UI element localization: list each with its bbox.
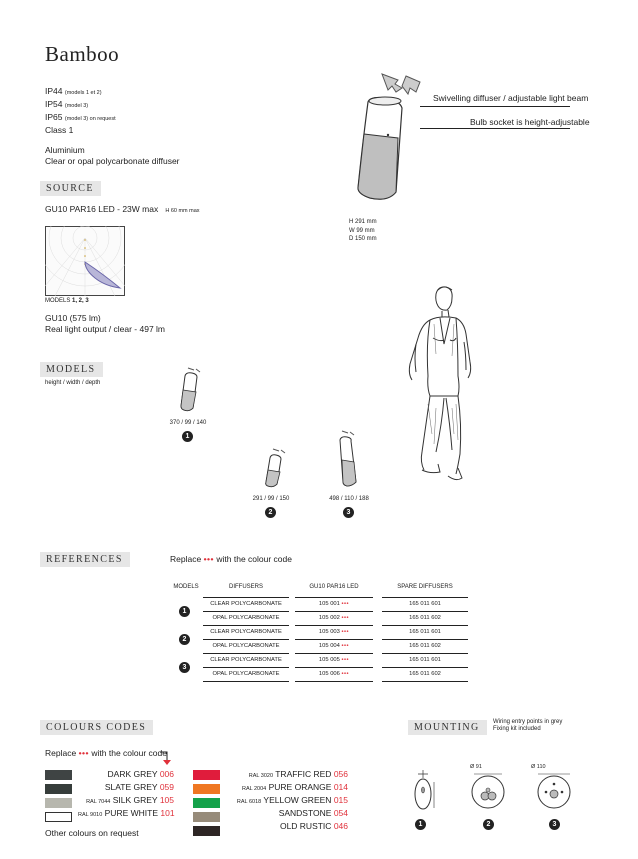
table-header-spare: SPARE DIFFUSERS [397, 584, 453, 590]
reference-model-badge: 1 [179, 606, 190, 617]
table-cell: 165 011 602 [382, 612, 468, 626]
colour-row: DARK GREY 006 [107, 769, 174, 779]
colour-swatch [193, 798, 220, 808]
output-real: Real light output / clear - 497 lm [45, 324, 166, 334]
source-models: MODELS 1, 2, 3 [45, 298, 89, 304]
reference-model-badge: 3 [179, 662, 190, 673]
arrow-down-icon [160, 751, 174, 767]
colour-swatch [193, 826, 220, 836]
source-section-label: SOURCE [40, 181, 101, 196]
table-cell: 105 005 ••• [295, 654, 373, 668]
model-3-badge: 3 [343, 507, 354, 518]
models-section-label: MODELS [40, 362, 103, 377]
callout-socket: Bulb socket is height-adjustable [470, 117, 590, 127]
table-cell: OPAL POLYCARBONATE [203, 640, 289, 654]
colour-swatch [45, 812, 72, 822]
colour-row: SLATE GREY 059 [104, 782, 174, 792]
colours-replace-note: Replace ••• with the colour code [45, 748, 167, 758]
colour-row: RAL 9010 PURE WHITE 101 [78, 808, 175, 818]
mounting-note: Wiring entry points in grey [493, 719, 563, 725]
table-cell: 105 003 ••• [295, 626, 373, 640]
source-output [45, 313, 165, 335]
colour-swatch [193, 812, 220, 822]
person-scale-sketch [400, 284, 490, 492]
table-cell: 105 006 ••• [295, 668, 373, 682]
colour-row: RAL 2004 PURE ORANGE 014 [241, 782, 348, 792]
swivel-arrows-icon [382, 74, 420, 94]
mounting-3-badge: 3 [549, 819, 560, 830]
dimension-w: W 99 mm [349, 227, 375, 234]
model-3-illustration [330, 428, 360, 490]
table-cell: CLEAR POLYCARBONATE [203, 654, 289, 668]
model-2-dims: 291 / 99 / 150 [252, 496, 290, 502]
table-cell: 105 001 ••• [295, 598, 373, 612]
mounting-1-drawing [408, 768, 438, 814]
model-2-illustration [262, 446, 288, 492]
other-colours-note: Other colours on request [45, 828, 139, 838]
mounting-notes [493, 719, 562, 733]
table-cell: 165 011 601 [382, 654, 468, 668]
mounting-1-badge: 1 [415, 819, 426, 830]
model-1-illustration [178, 366, 204, 416]
protection-item: IP44 (models 1 et 2) [45, 86, 102, 96]
colour-labels-right [226, 768, 348, 833]
table-cell: 105 004 ••• [295, 640, 373, 654]
table-cell: 165 011 601 [382, 626, 468, 640]
materials [45, 145, 180, 167]
output-lumen: GU10 (575 lm) [45, 313, 101, 323]
table-cell: 105 002 ••• [295, 612, 373, 626]
protection-list [45, 86, 116, 136]
table-cell: CLEAR POLYCARBONATE [203, 598, 289, 612]
mounting-section-label: MOUNTING [408, 720, 487, 735]
mounting-note: Fixing kit included [493, 726, 541, 732]
references-replace-note: Replace ••• with the colour code [170, 554, 292, 564]
table-cell: OPAL POLYCARBONATE [203, 612, 289, 626]
model-1-dims: 370 / 99 / 140 [169, 420, 207, 426]
colour-row: RAL 7044 SILK GREY 105 [86, 795, 174, 805]
callout-line [420, 106, 570, 107]
colour-swatch [193, 784, 220, 794]
table-header-diffusers: DIFFUSERS [228, 584, 263, 590]
table-cell: OPAL POLYCARBONATE [203, 668, 289, 682]
reference-model-badge: 2 [179, 634, 190, 645]
colour-row: SANDSTONE 054 [278, 808, 348, 818]
mounting-3-drawing [534, 764, 574, 814]
colour-row: RAL 3020 TRAFFIC RED 056 [248, 769, 348, 779]
protection-item: IP65 (model 3) on request [45, 112, 116, 122]
class-label: Class 1 [45, 125, 74, 135]
light-distribution-chart [45, 226, 125, 296]
references-section-label: REFERENCES [40, 552, 130, 567]
mounting-2-drawing [468, 764, 508, 814]
dimension-h: H 291 mm [349, 219, 377, 225]
model-1-badge: 1 [182, 431, 193, 442]
callout-swivel: Swivelling diffuser / adjustable light beam [433, 93, 589, 103]
callout-line [420, 128, 570, 129]
material-item: Aluminium [45, 145, 85, 155]
main-dimensions [349, 218, 377, 244]
colour-labels-left [78, 768, 174, 820]
colour-swatch [45, 798, 72, 808]
colours-section-label: COLOURS CODES [40, 720, 153, 735]
mounting-2-diameter: Ø 91 [470, 764, 482, 770]
source-lamp: GU10 PAR16 LED - 23W max H 60 mm max [45, 204, 200, 214]
material-item: Clear or opal polycarbonate diffuser [45, 156, 180, 166]
table-header-models: MODELS [173, 584, 199, 590]
dimension-d: D 150 mm [349, 236, 377, 242]
colour-swatch [193, 770, 220, 780]
table-cell: 165 011 601 [382, 598, 468, 612]
protection-item: IP54 (model 3) [45, 99, 89, 109]
table-cell: 165 011 602 [382, 640, 468, 654]
table-cell: 165 011 602 [382, 668, 468, 682]
table-header-led: GU10 PAR16 LED [309, 584, 359, 590]
colour-swatch [45, 784, 72, 794]
models-subtitle: height / width / depth [45, 380, 101, 386]
colour-swatch [45, 770, 72, 780]
table-cell: CLEAR POLYCARBONATE [203, 626, 289, 640]
colour-row: OLD RUSTIC 046 [279, 821, 348, 831]
model-2-badge: 2 [265, 507, 276, 518]
mounting-3-diameter: Ø 110 [531, 764, 546, 770]
mounting-2-badge: 2 [483, 819, 494, 830]
colour-row: RAL 6018 YELLOW GREEN 015 [236, 795, 348, 805]
model-3-dims: 498 / 110 / 188 [329, 496, 369, 502]
product-illustration [340, 68, 430, 218]
page-title: Bamboo [45, 42, 120, 66]
